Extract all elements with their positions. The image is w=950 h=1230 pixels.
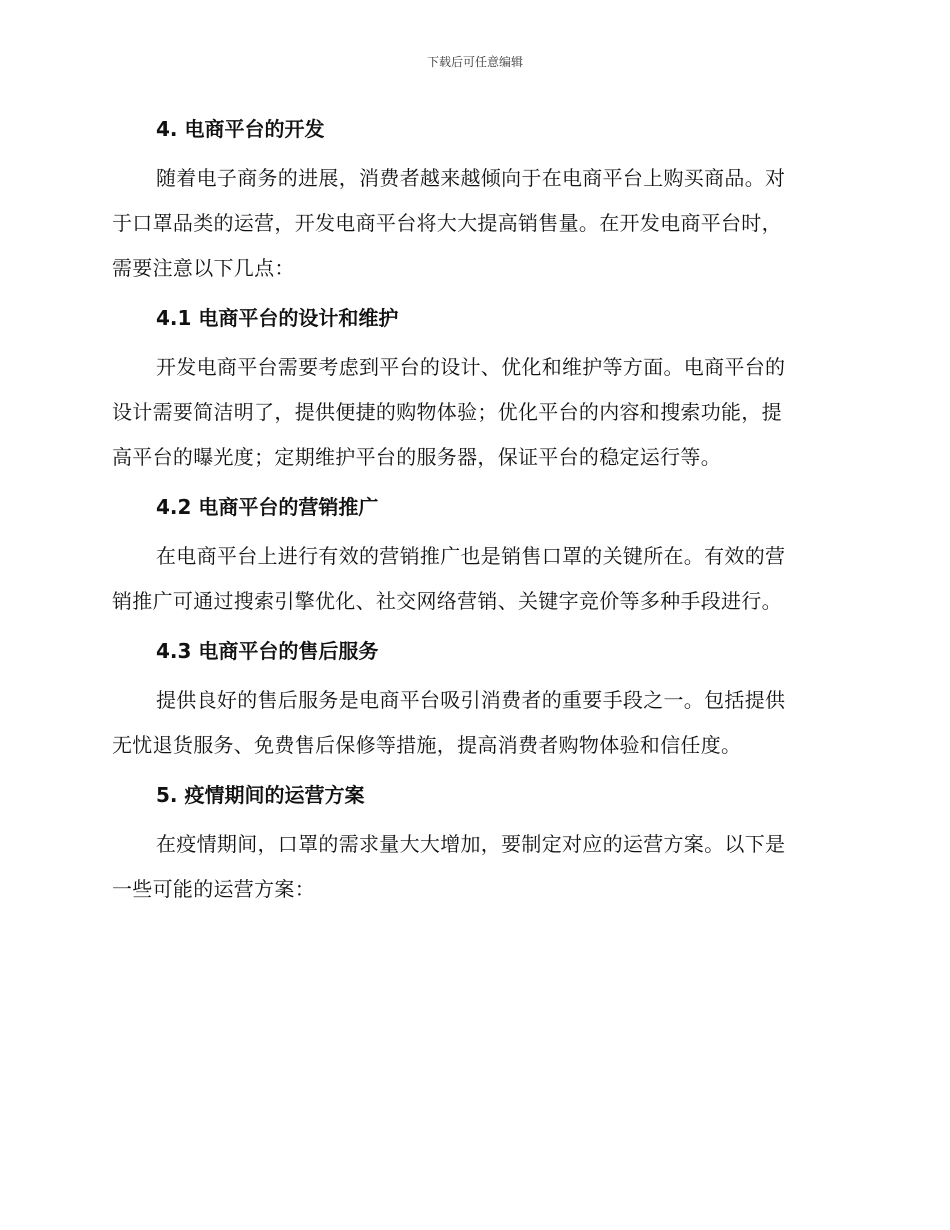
section-5 bbox=[112, 778, 832, 912]
section-heading: 4.1 电商平台的设计和维护 bbox=[156, 306, 399, 330]
paragraph-line: 设计需要简洁明了，提供便捷的购物体验；优化平台的内容和搜索功能，提 bbox=[112, 400, 782, 424]
paragraph-line: 无忧退货服务、免费售后保修等措施，提高消费者购物体验和信任度。 bbox=[112, 733, 742, 757]
paragraph-line: 高平台的曝光度；定期维护平台的服务器，保证平台的稳定运行等。 bbox=[112, 445, 721, 469]
page-header: 下载后可任意编辑 bbox=[426, 55, 523, 69]
section-4 bbox=[112, 112, 832, 291]
section-4-2 bbox=[112, 490, 832, 624]
paragraph-line: 在电商平台上进行有效的营销推广也是销售口罩的关键所在。有效的营 bbox=[156, 544, 786, 568]
paragraph-line: 销推广可通过搜索引擎优化、社交网络营销、关键字竞价等多种手段进行。 bbox=[112, 589, 782, 613]
paragraph bbox=[112, 822, 832, 912]
document-body bbox=[112, 112, 832, 922]
section-4-3 bbox=[112, 634, 832, 768]
paragraph-line: 开发电商平台需要考虑到平台的设计、优化和维护等方面。电商平台的 bbox=[156, 355, 786, 379]
paragraph-line: 提供良好的售后服务是电商平台吸引消费者的重要手段之一。包括提供 bbox=[156, 688, 786, 712]
paragraph-line: 于口罩品类的运营，开发电商平台将大大提高销售量。在开发电商平台时， bbox=[112, 211, 782, 235]
paragraph bbox=[112, 678, 832, 768]
paragraph-line: 随着电子商务的进展，消费者越来越倾向于在电商平台上购买商品。对 bbox=[156, 166, 786, 190]
paragraph-line: 一些可能的运营方案： bbox=[112, 877, 315, 901]
section-heading: 4.3 电商平台的售后服务 bbox=[156, 639, 379, 663]
section-heading: 5. 疫情期间的运营方案 bbox=[156, 783, 365, 807]
paragraph-line: 需要注意以下几点： bbox=[112, 256, 295, 280]
paragraph bbox=[112, 534, 832, 624]
section-heading: 4.2 电商平台的营销推广 bbox=[156, 495, 379, 519]
paragraph bbox=[112, 345, 832, 480]
section-heading: 4. 电商平台的开发 bbox=[156, 117, 325, 141]
paragraph-line: 在疫情期间，口罩的需求量大大增加，要制定对应的运营方案。以下是 bbox=[156, 832, 786, 856]
paragraph bbox=[112, 156, 832, 291]
section-4-1 bbox=[112, 301, 832, 480]
